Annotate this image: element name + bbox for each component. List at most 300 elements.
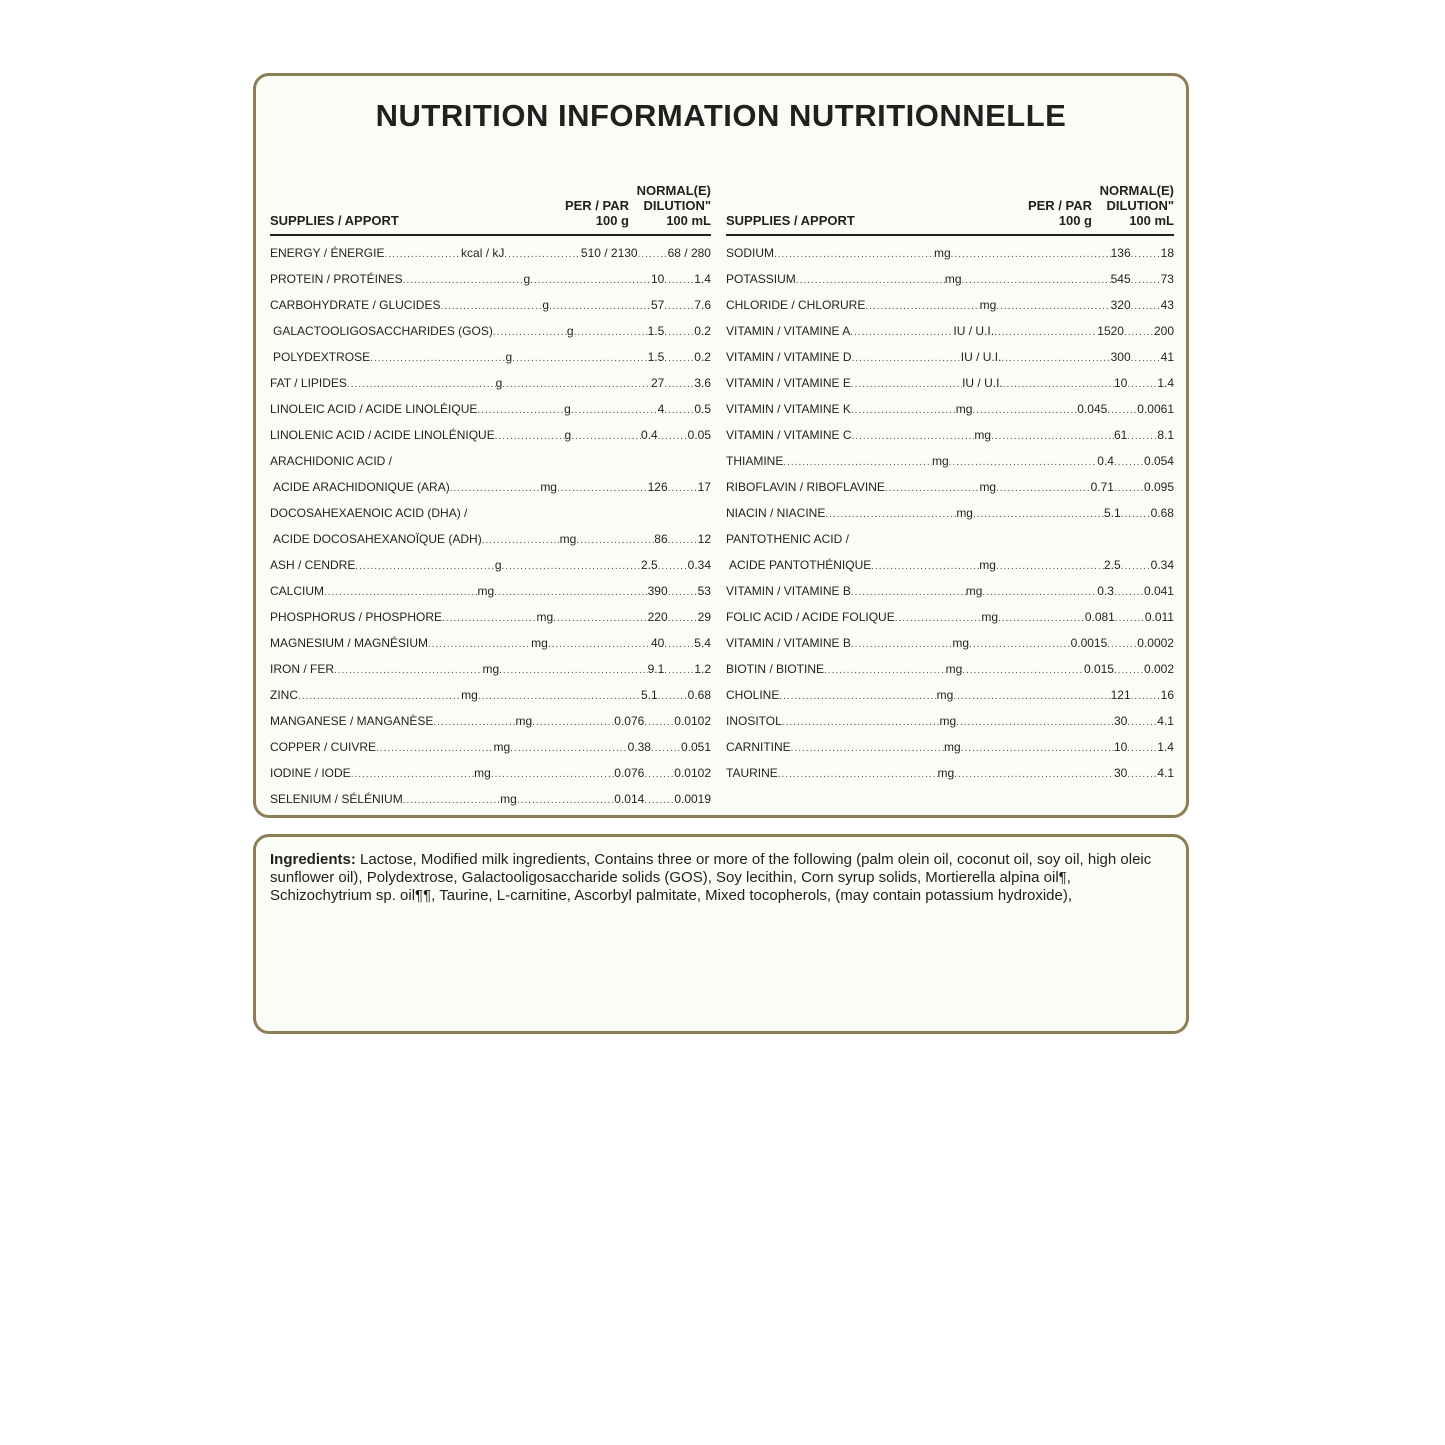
value-per-100ml: 0.68 bbox=[687, 688, 711, 702]
dot-leader bbox=[1115, 606, 1145, 632]
nutrient-label: DOCOSAHEXAENOIC ACID (DHA) / bbox=[270, 506, 468, 520]
dot-leader bbox=[953, 684, 1110, 710]
dot-leader bbox=[851, 398, 956, 424]
nutrient-row bbox=[726, 708, 1174, 734]
nutrient-unit: mg bbox=[943, 740, 961, 754]
value-per-100ml: 1.4 bbox=[1157, 376, 1174, 390]
dot-leader bbox=[973, 502, 1104, 528]
value-per-100g: 0.0015 bbox=[1070, 636, 1108, 650]
nutrient-row bbox=[726, 266, 1174, 292]
dot-leader bbox=[664, 268, 694, 294]
dot-leader bbox=[664, 320, 694, 346]
dot-leader bbox=[644, 788, 674, 814]
nutrient-label: CARNITINE bbox=[726, 740, 791, 754]
nutrient-unit: mg bbox=[500, 792, 517, 806]
dot-leader bbox=[825, 502, 956, 528]
value-per-100g: 30 bbox=[1113, 714, 1128, 728]
dot-leader bbox=[1124, 320, 1154, 346]
value-per-100ml: 0.011 bbox=[1144, 610, 1174, 624]
dot-leader bbox=[885, 476, 980, 502]
dot-leader bbox=[450, 476, 541, 502]
value-per-100g: 220 bbox=[647, 610, 668, 624]
dot-leader bbox=[532, 710, 614, 736]
nutrient-unit: mg bbox=[979, 298, 997, 312]
dot-leader bbox=[791, 736, 944, 762]
dot-leader bbox=[493, 320, 567, 346]
nutrient-label: ACIDE DOCOSAHEXANOÏQUE (ADH) bbox=[273, 532, 482, 546]
dot-leader bbox=[664, 372, 694, 398]
nutrient-unit: kcal / kJ bbox=[461, 246, 505, 260]
dot-leader bbox=[644, 710, 674, 736]
value-per-100g: 5.1 bbox=[1103, 506, 1121, 520]
nutrient-label: POLYDEXTROSE bbox=[273, 350, 371, 364]
dot-leader bbox=[998, 606, 1085, 632]
value-per-100g: 390 bbox=[647, 584, 668, 598]
dot-leader bbox=[779, 684, 936, 710]
value-per-100g: 4 bbox=[657, 402, 665, 416]
dot-leader bbox=[895, 606, 982, 632]
nutrient-row bbox=[726, 422, 1174, 448]
dot-leader bbox=[668, 528, 698, 554]
nutrient-unit: mg bbox=[979, 558, 996, 572]
page-title: NUTRITION INFORMATION NUTRITIONNELLE bbox=[375, 98, 1067, 133]
value-per-100g: 0.081 bbox=[1084, 610, 1115, 624]
nutrient-label: VITAMIN / VITAMINE A bbox=[726, 324, 851, 338]
dot-leader bbox=[482, 528, 560, 554]
dot-leader bbox=[851, 632, 953, 658]
rows-right bbox=[726, 240, 1174, 786]
nutrient-label: VITAMIN / VITAMINE B bbox=[726, 636, 851, 650]
value-per-100ml: 68 / 280 bbox=[667, 246, 711, 260]
nutrient-row bbox=[726, 760, 1174, 786]
nutrient-unit: mg bbox=[493, 740, 511, 754]
nutrient-unit: IU / U.I. bbox=[953, 324, 995, 338]
nutrient-unit: mg bbox=[482, 662, 500, 676]
nutrient-label: CHLORIDE / CHLORURE bbox=[726, 298, 866, 312]
value-per-100g: 0.71 bbox=[1090, 480, 1114, 494]
nutrient-row bbox=[726, 682, 1174, 708]
nutrient-unit: mg bbox=[965, 584, 983, 598]
dot-leader bbox=[851, 372, 962, 398]
value-per-100ml: 3.6 bbox=[694, 376, 711, 390]
dot-leader bbox=[512, 346, 647, 372]
nutrient-unit: mg bbox=[933, 246, 951, 260]
dot-leader bbox=[384, 242, 461, 268]
dot-leader bbox=[502, 372, 651, 398]
value-per-100g: 10 bbox=[650, 272, 665, 286]
nutrient-unit: g bbox=[523, 272, 531, 286]
nutrition-table-left bbox=[270, 166, 711, 812]
dot-leader bbox=[376, 736, 493, 762]
dot-leader bbox=[961, 736, 1114, 762]
nutrient-row bbox=[270, 552, 711, 578]
value-per-100g: 2.5 bbox=[1103, 558, 1121, 572]
nutrient-row bbox=[270, 266, 711, 292]
dot-leader bbox=[852, 424, 975, 450]
dot-leader bbox=[668, 580, 698, 606]
nutrient-row bbox=[726, 578, 1174, 604]
dot-leader bbox=[796, 268, 945, 294]
dot-leader bbox=[1127, 424, 1157, 450]
value-per-100ml: 0.054 bbox=[1143, 454, 1174, 468]
dot-leader bbox=[499, 658, 647, 684]
nutrient-label: RIBOFLAVIN / RIBOFLAVINE bbox=[726, 480, 885, 494]
nutrient-unit: g bbox=[542, 298, 550, 312]
nutrient-row bbox=[726, 318, 1174, 344]
value-per-100ml: 73 bbox=[1160, 272, 1174, 286]
dot-leader bbox=[1107, 632, 1137, 658]
nutrient-unit: g bbox=[564, 402, 571, 416]
rows-left bbox=[270, 240, 711, 812]
dot-leader bbox=[403, 268, 524, 294]
dot-leader bbox=[298, 684, 461, 710]
dot-leader bbox=[782, 710, 940, 736]
value-per-100g: 0.4 bbox=[1097, 454, 1114, 468]
value-per-100ml: 12 bbox=[697, 532, 711, 546]
nutrient-label: SELENIUM / SÉLÉNIUM bbox=[270, 792, 403, 806]
dot-leader bbox=[576, 528, 654, 554]
dot-leader bbox=[1131, 684, 1161, 710]
nutrient-row bbox=[270, 630, 711, 656]
nutrient-label: IODINE / IODE bbox=[270, 766, 351, 780]
nutrient-row bbox=[270, 344, 711, 370]
dot-leader bbox=[664, 398, 694, 424]
dot-leader bbox=[440, 294, 542, 320]
dot-leader bbox=[571, 424, 641, 450]
dot-leader bbox=[553, 606, 647, 632]
nutrient-unit: mg bbox=[937, 766, 955, 780]
dot-leader bbox=[1114, 450, 1144, 476]
nutrient-label: ARACHIDONIC ACID / bbox=[270, 454, 393, 468]
dot-leader bbox=[852, 346, 961, 372]
nutrient-label: MAGNESIUM / MAGNÉSIUM bbox=[270, 636, 429, 650]
dot-leader bbox=[517, 788, 614, 814]
value-per-100ml: 0.051 bbox=[680, 740, 711, 754]
dot-leader bbox=[664, 658, 694, 684]
nutrient-label: VITAMIN / VITAMINE B bbox=[726, 584, 851, 598]
nutrient-row bbox=[270, 526, 711, 552]
dot-leader bbox=[1131, 268, 1161, 294]
nutrient-label: PANTOTHENIC ACID / bbox=[726, 532, 849, 546]
nutrient-row bbox=[726, 500, 1174, 526]
nutrient-unit: mg bbox=[536, 610, 554, 624]
value-per-100ml: 0.5 bbox=[694, 402, 711, 416]
nutrient-label: IRON / FER bbox=[270, 662, 335, 676]
nutrient-label: THIAMINE bbox=[726, 454, 784, 468]
value-per-100ml: 0.0002 bbox=[1137, 636, 1174, 650]
ingredients-panel bbox=[253, 834, 1189, 1034]
value-per-100ml: 0.34 bbox=[687, 558, 711, 572]
nutrient-label: SODIUM bbox=[726, 246, 774, 260]
dot-leader bbox=[370, 346, 505, 372]
dot-leader bbox=[824, 658, 946, 684]
dot-leader bbox=[871, 554, 979, 580]
ingredients-en-text: Lactose, Modified milk ingredients, Contains three or more of the following (palm olein oil, coconut oil, soy oil, high oleic sunflower oil), Polydextrose, Galactooligosaccharide solids (GOS), Soy lecithin, Corn syrup solids, Mortierella alpina oil¶, Schizochytrium sp. oil¶¶, Taurine, L-carnitine, Ascorbyl palmitate, Mixed tocopherols, (may contain potassium hydroxide), bbox=[270, 851, 1152, 904]
nutrient-row bbox=[270, 474, 711, 500]
nutrient-label: MANGANESE / MANGANÈSE bbox=[270, 714, 434, 728]
nutrient-unit: mg bbox=[974, 428, 992, 442]
value-per-100g: 40 bbox=[650, 636, 665, 650]
value-per-100ml: 4.1 bbox=[1157, 766, 1174, 780]
nutrient-row bbox=[726, 370, 1174, 396]
nutrient-row bbox=[726, 552, 1174, 578]
nutrient-row bbox=[270, 422, 711, 448]
dot-leader bbox=[1107, 398, 1137, 424]
value-per-100ml: 0.2 bbox=[694, 324, 711, 338]
value-per-100ml: 0.0102 bbox=[674, 714, 711, 728]
dot-leader bbox=[783, 450, 932, 476]
dot-leader bbox=[1114, 658, 1144, 684]
nutrient-row bbox=[270, 786, 711, 812]
nutrient-row bbox=[726, 526, 1174, 552]
dot-leader bbox=[996, 294, 1110, 320]
dot-leader bbox=[548, 632, 651, 658]
nutrient-unit: g bbox=[566, 324, 574, 338]
dot-leader bbox=[1127, 372, 1157, 398]
dot-leader bbox=[403, 788, 500, 814]
nutrient-unit: mg bbox=[474, 766, 491, 780]
dot-leader bbox=[774, 242, 934, 268]
value-per-100g: 136 bbox=[1110, 246, 1131, 260]
dot-leader bbox=[549, 294, 651, 320]
dot-leader bbox=[658, 684, 688, 710]
header-normal-dilution: NORMAL(E) DILUTION" 100 mL bbox=[1099, 183, 1174, 228]
nutrient-unit: IU / U.I. bbox=[960, 350, 1002, 364]
nutrient-row bbox=[270, 604, 711, 630]
dot-leader bbox=[477, 398, 564, 424]
nutrient-row bbox=[270, 760, 711, 786]
dot-leader bbox=[962, 658, 1084, 684]
nutrient-unit: mg bbox=[955, 402, 973, 416]
nutrient-row bbox=[726, 240, 1174, 266]
dot-leader bbox=[324, 580, 477, 606]
value-per-100ml: 1.2 bbox=[694, 662, 711, 676]
value-per-100ml: 4.1 bbox=[1157, 714, 1174, 728]
nutrient-label: PROTEIN / PROTÉINES bbox=[270, 272, 403, 286]
dot-leader bbox=[1127, 762, 1157, 788]
nutrient-label: INOSITOL bbox=[726, 714, 782, 728]
value-per-100g: 10 bbox=[1113, 740, 1128, 754]
dot-leader bbox=[1121, 502, 1151, 528]
nutrient-label: PHOSPHORUS / PHOSPHORE bbox=[270, 610, 443, 624]
value-per-100g: 0.38 bbox=[627, 740, 651, 754]
dot-leader bbox=[644, 762, 674, 788]
dot-leader bbox=[668, 476, 698, 502]
dot-leader bbox=[664, 346, 694, 372]
dot-leader bbox=[962, 268, 1111, 294]
value-per-100g: 0.076 bbox=[614, 714, 645, 728]
ingredients-en bbox=[270, 851, 1172, 905]
ingredients-text bbox=[270, 851, 1172, 913]
dot-leader bbox=[530, 268, 651, 294]
value-per-100g: 0.4 bbox=[640, 428, 658, 442]
dot-leader bbox=[1114, 580, 1144, 606]
value-per-100g: 0.045 bbox=[1077, 402, 1108, 416]
value-per-100g: 1520 bbox=[1097, 324, 1124, 338]
nutrient-row bbox=[270, 734, 711, 760]
nutrient-label: CALCIUM bbox=[270, 584, 325, 598]
ingredients-en-label: Ingredients: bbox=[270, 851, 356, 868]
nutrient-unit: mg bbox=[956, 506, 973, 520]
dot-leader bbox=[1121, 554, 1151, 580]
dot-leader bbox=[982, 580, 1097, 606]
value-per-100ml: 0.0102 bbox=[674, 766, 711, 780]
dot-leader bbox=[1114, 476, 1144, 502]
value-per-100ml: 0.05 bbox=[687, 428, 711, 442]
dot-leader bbox=[351, 762, 474, 788]
value-per-100ml: 0.2 bbox=[694, 350, 711, 364]
value-per-100ml: 0.34 bbox=[1150, 558, 1174, 572]
dot-leader bbox=[1001, 346, 1110, 372]
nutrient-label: NIACIN / NIACINE bbox=[726, 506, 826, 520]
dot-leader bbox=[996, 476, 1091, 502]
nutrient-row bbox=[270, 448, 711, 474]
dot-leader bbox=[574, 320, 648, 346]
nutrient-label: LINOLENIC ACID / ACIDE LINOLÉNIQUE bbox=[270, 428, 495, 442]
dot-leader bbox=[494, 580, 647, 606]
nutrient-label: POTASSIUM bbox=[726, 272, 796, 286]
nutrient-label: FOLIC ACID / ACIDE FOLIQUE bbox=[726, 610, 895, 624]
value-per-100ml: 0.68 bbox=[1150, 506, 1174, 520]
nutrient-row bbox=[726, 604, 1174, 630]
dot-leader bbox=[355, 554, 494, 580]
value-per-100ml: 41 bbox=[1160, 350, 1174, 364]
nutrient-unit: mg bbox=[945, 662, 963, 676]
value-per-100ml: 8.1 bbox=[1157, 428, 1174, 442]
value-per-100ml: 0.095 bbox=[1143, 480, 1174, 494]
nutrient-unit: mg bbox=[515, 714, 533, 728]
nutrient-unit: g bbox=[505, 350, 513, 364]
nutrient-row bbox=[726, 344, 1174, 370]
nutrient-row bbox=[270, 240, 711, 266]
value-per-100g: 57 bbox=[650, 298, 665, 312]
dot-leader bbox=[1131, 346, 1161, 372]
nutrient-row bbox=[726, 396, 1174, 422]
dot-leader bbox=[1131, 294, 1161, 320]
nutrient-label: LINOLEIC ACID / ACIDE LINOLÉIQUE bbox=[270, 402, 478, 416]
nutrient-row bbox=[270, 370, 711, 396]
nutrient-label: ACIDE PANTOTHÉNIQUE bbox=[729, 558, 872, 572]
value-per-100g: 2.5 bbox=[640, 558, 658, 572]
dot-leader bbox=[502, 554, 641, 580]
nutrient-unit: mg bbox=[559, 532, 577, 546]
header-supplies: SUPPLIES / APPORT bbox=[726, 213, 855, 228]
dot-leader bbox=[972, 398, 1077, 424]
nutrient-row bbox=[726, 292, 1174, 318]
dot-leader bbox=[991, 424, 1114, 450]
nutrient-unit: mg bbox=[952, 636, 970, 650]
dot-leader bbox=[969, 632, 1071, 658]
dot-leader bbox=[638, 242, 668, 268]
value-per-100g: 126 bbox=[647, 480, 668, 494]
table-header bbox=[726, 166, 1174, 236]
nutrient-row bbox=[270, 682, 711, 708]
nutrient-row bbox=[270, 708, 711, 734]
value-per-100g: 1.5 bbox=[647, 324, 665, 338]
nutrient-label: GALACTOOLIGOSACCHARIDES (GOS) bbox=[273, 324, 493, 338]
nutrient-row bbox=[726, 656, 1174, 682]
nutrition-table-right bbox=[726, 166, 1174, 786]
dot-leader bbox=[949, 450, 1098, 476]
value-per-100ml: 29 bbox=[697, 610, 711, 624]
nutrient-label: VITAMIN / VITAMINE D bbox=[726, 350, 852, 364]
dot-leader bbox=[994, 320, 1097, 346]
dot-leader bbox=[571, 398, 658, 424]
value-per-100g: 0.014 bbox=[614, 792, 645, 806]
nutrient-label: BIOTIN / BIOTINE bbox=[726, 662, 825, 676]
nutrient-unit: mg bbox=[944, 272, 962, 286]
nutrient-unit: mg bbox=[981, 610, 999, 624]
nutrient-unit: mg bbox=[477, 584, 495, 598]
dot-leader bbox=[954, 762, 1114, 788]
value-per-100g: 545 bbox=[1110, 272, 1131, 286]
value-per-100g: 86 bbox=[654, 532, 668, 546]
dot-leader bbox=[347, 372, 496, 398]
nutrient-unit: mg bbox=[531, 636, 548, 650]
dot-leader bbox=[851, 580, 966, 606]
table-header bbox=[270, 166, 711, 236]
dot-leader bbox=[651, 736, 681, 762]
dot-leader bbox=[1003, 372, 1114, 398]
value-per-100ml: 17 bbox=[697, 480, 711, 494]
nutrient-row bbox=[726, 448, 1174, 474]
value-per-100ml: 43 bbox=[1160, 298, 1174, 312]
nutrient-row bbox=[270, 318, 711, 344]
nutrient-unit: mg bbox=[936, 688, 954, 702]
dot-leader bbox=[442, 606, 536, 632]
dot-leader bbox=[658, 424, 688, 450]
nutrient-row bbox=[726, 734, 1174, 760]
nutrient-row bbox=[270, 578, 711, 604]
nutrient-label: TAURINE bbox=[726, 766, 778, 780]
dot-leader bbox=[664, 632, 694, 658]
value-per-100ml: 0.041 bbox=[1143, 584, 1174, 598]
nutrient-unit: mg bbox=[540, 480, 557, 494]
nutrient-label: CHOLINE bbox=[726, 688, 780, 702]
nutrient-unit: mg bbox=[979, 480, 997, 494]
dot-leader bbox=[996, 554, 1104, 580]
value-per-100g: 510 / 2130 bbox=[580, 246, 638, 260]
dot-leader bbox=[664, 294, 694, 320]
value-per-100g: 61 bbox=[1113, 428, 1128, 442]
dot-leader bbox=[495, 424, 565, 450]
header-per-100g: PER / PAR 100 g bbox=[564, 198, 629, 228]
value-per-100ml: 53 bbox=[697, 584, 711, 598]
nutrition-panel bbox=[253, 73, 1189, 818]
dot-leader bbox=[557, 476, 648, 502]
nutrient-row bbox=[270, 396, 711, 422]
value-per-100g: 27 bbox=[650, 376, 665, 390]
nutrient-label: ZINC bbox=[270, 688, 298, 702]
dot-leader bbox=[1131, 242, 1161, 268]
value-per-100g: 0.015 bbox=[1083, 662, 1114, 676]
header-normal-dilution: NORMAL(E) DILUTION" 100 mL bbox=[636, 183, 711, 228]
value-per-100g: 10 bbox=[1113, 376, 1128, 390]
dot-leader bbox=[865, 294, 979, 320]
nutrient-label: ENERGY / ÉNERGIE bbox=[270, 246, 385, 260]
nutrient-label: FAT / LIPIDES bbox=[270, 376, 347, 390]
value-per-100ml: 0.0019 bbox=[674, 792, 712, 806]
nutrient-label: VITAMIN / VITAMINE C bbox=[726, 428, 852, 442]
header-supplies: SUPPLIES / APPORT bbox=[270, 213, 399, 228]
dot-leader bbox=[658, 554, 688, 580]
nutrient-unit: mg bbox=[931, 454, 949, 468]
value-per-100g: 121 bbox=[1110, 688, 1131, 702]
nutrient-label: VITAMIN / VITAMINE K bbox=[726, 402, 851, 416]
value-per-100ml: 200 bbox=[1153, 324, 1174, 338]
dot-leader bbox=[510, 736, 627, 762]
nutrient-unit: IU / U.I. bbox=[962, 376, 1003, 390]
